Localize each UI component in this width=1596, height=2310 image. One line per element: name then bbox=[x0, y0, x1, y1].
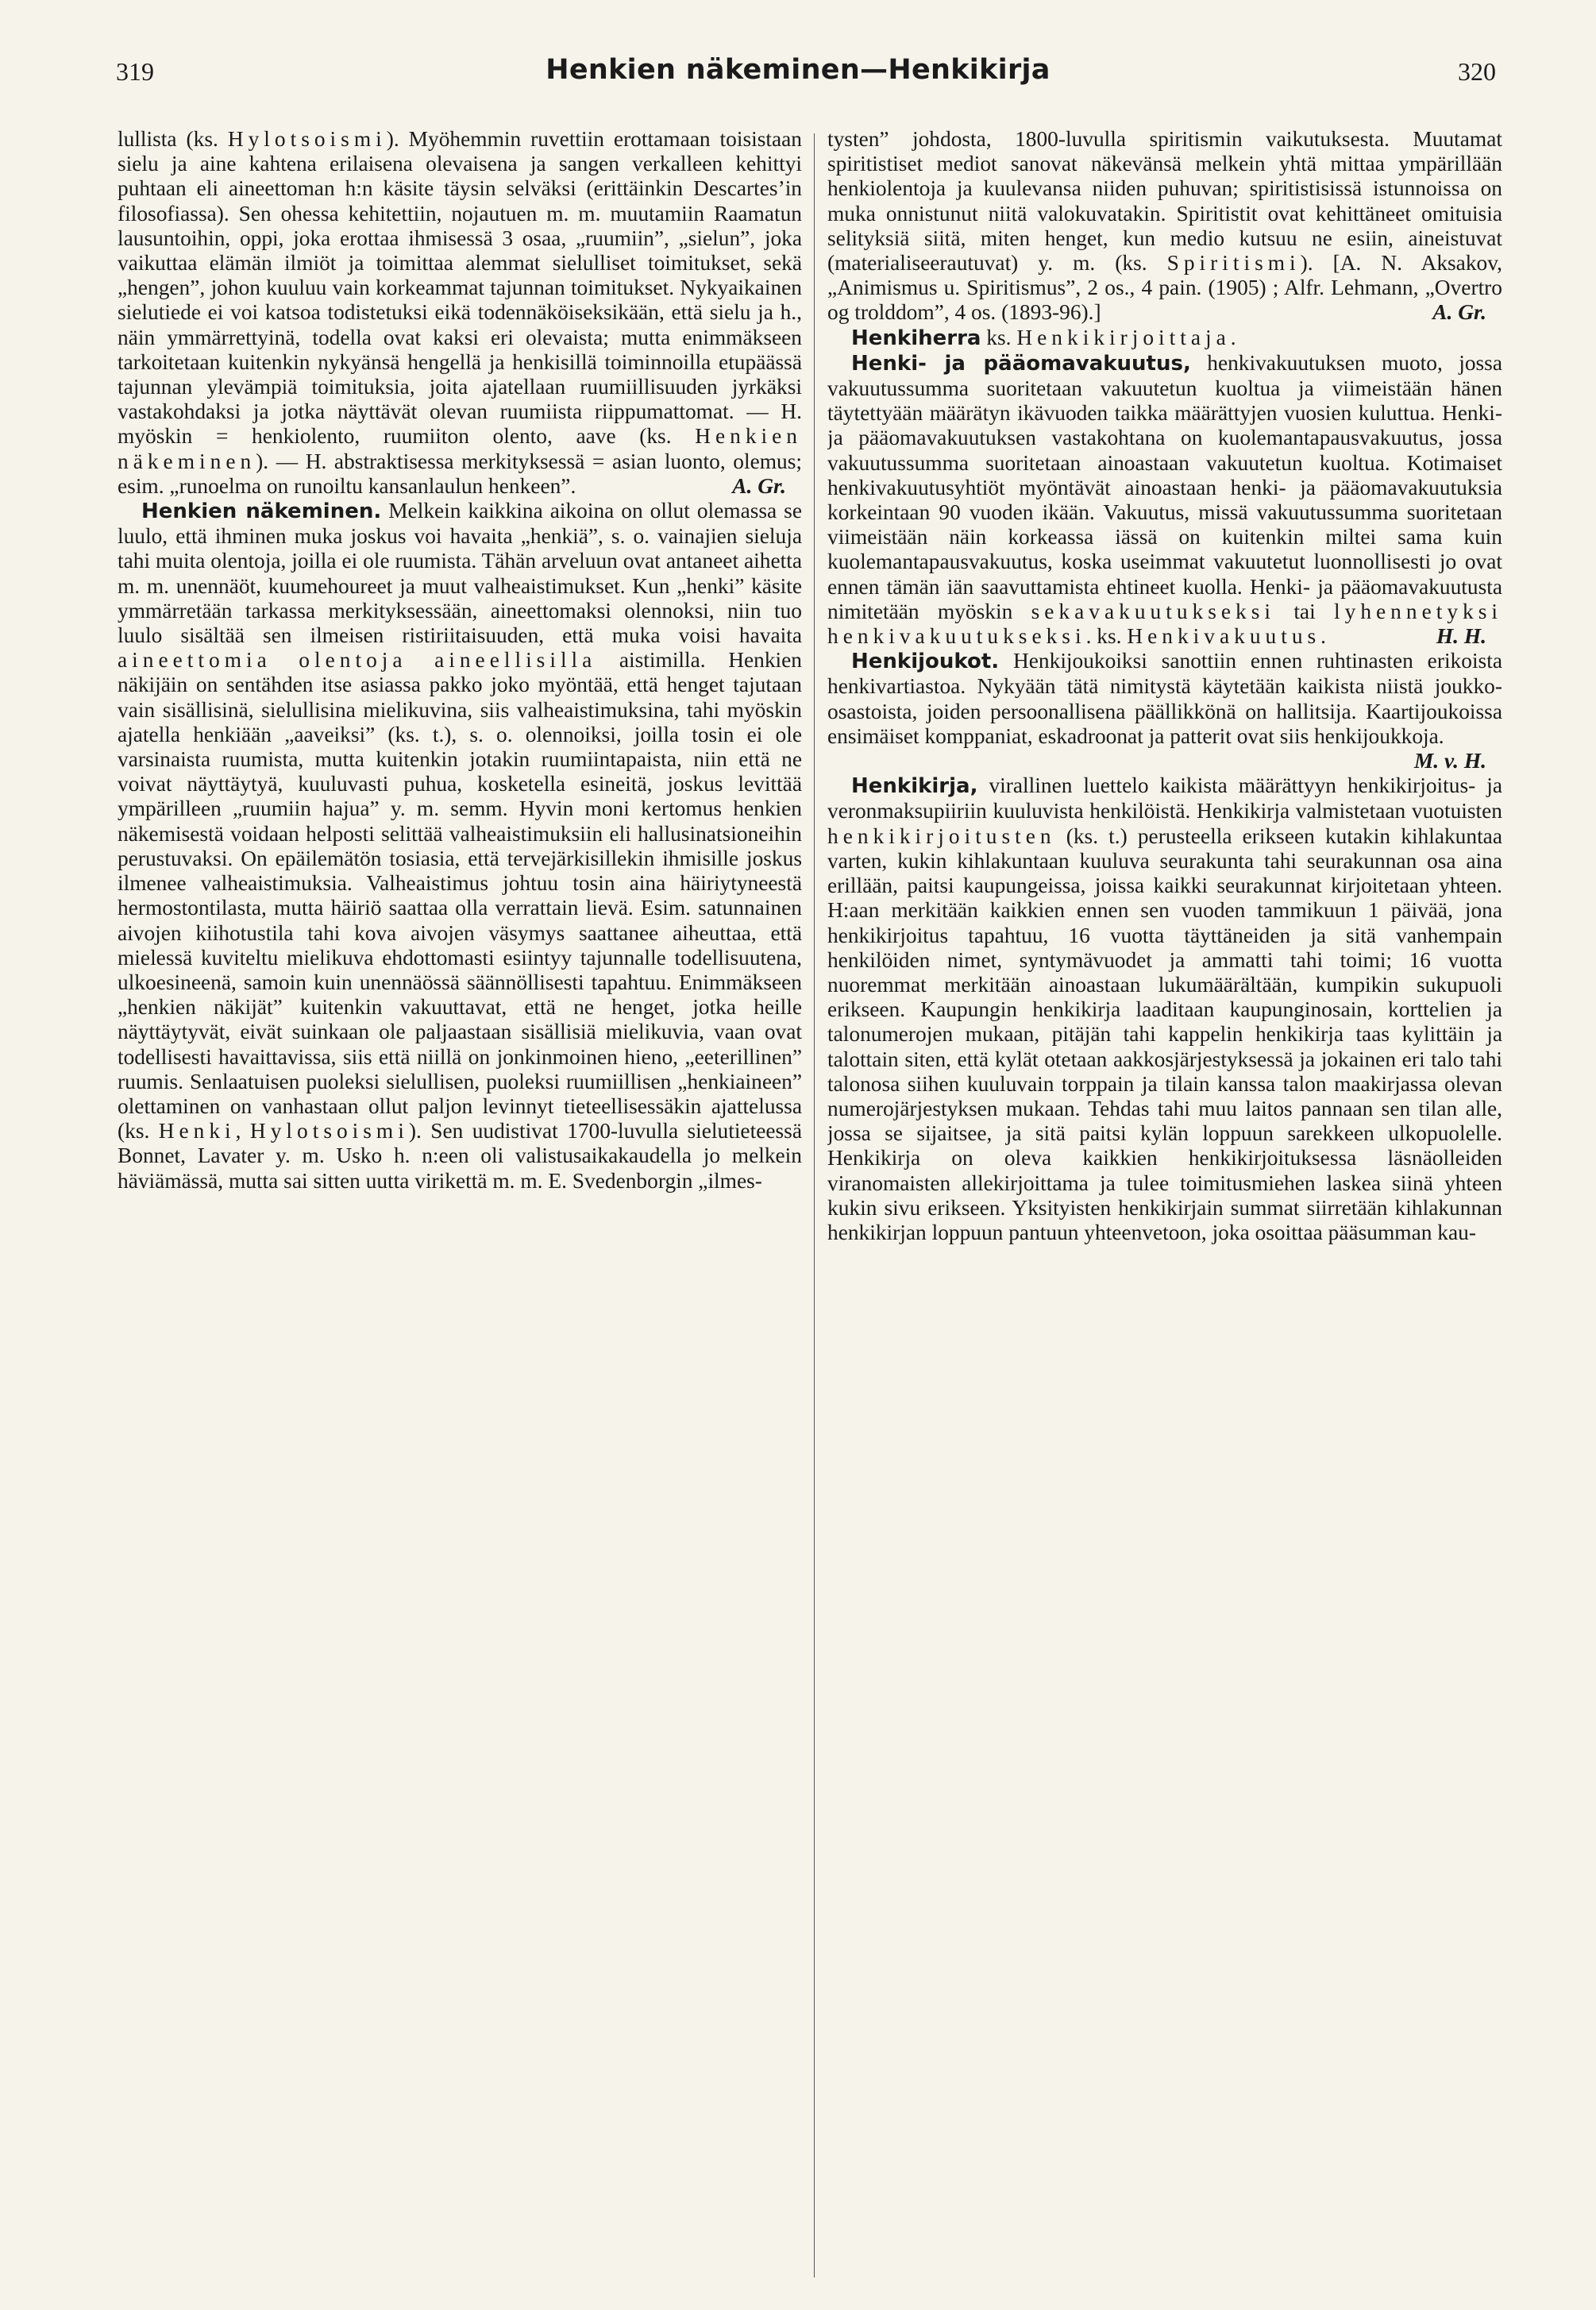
entry-henkijoukot: Henkijoukot. Henkijoukoiksi sanottiin ennen ruhtinasten erikoista henkivartiastoa. Nykyään tätä nimitystä käytetään kaikista niistä joukko-osastoista, joiden persoonallisena päällikkönä on hallitsija. Kaartijoukoissa ensimäiset komppaniat, eskadroonat ja patterit ovat siis henkijoukkoja. M. v. H. bbox=[827, 649, 1502, 773]
cross-reference[interactable]: Henkikirjoittaja bbox=[1016, 325, 1231, 349]
entry-henkiherra: Henkiherra ks. Henkikirjoittaja. bbox=[851, 325, 1236, 350]
headword: Henkikirja, bbox=[851, 774, 978, 799]
page-number-right: 320 bbox=[1458, 57, 1496, 86]
left-column bbox=[118, 127, 802, 2287]
cross-reference[interactable]: lyhennetyksi henkivakuutukseksi bbox=[827, 599, 1502, 649]
entry-henkien-nakeminen-continuation: tysten” johdosta, 1800-luvulla spiritismin vaikutuksesta. Muutamat spiritistiset mediot sanovat näkevänsä melkein yhtä mittaa ympärillään henkiolentoja ja kuulevansa niiden puhuvan; spiritistisissä istunnoissa on muka onnistunut niitä valokuvatakin. Spiritistit ovat kehittäneet omituisia selityksiä siitä, miten henget, kun medio kutsuu ne esiin, aineistuvat (materialiseerautuvat) y. m. (ks. Spiritismi). [A. N. Aksakov, „Animismus u. Spiritismus”, 2 os., 4 pain. (1905) ; Alfr. Lehmann, „Overtro og trolddom”, 4 os. (1893-96).] A. Gr. bbox=[827, 127, 1502, 325]
cross-reference[interactable]: henkikirjoitusten bbox=[827, 823, 1056, 848]
cross-reference[interactable]: sekavakuutukseksi bbox=[1031, 599, 1275, 623]
cross-reference[interactable]: Henkien näkeminen bbox=[118, 424, 802, 473]
cross-reference[interactable]: Hylotsoismi bbox=[249, 1119, 409, 1143]
headword: Henkijoukot. bbox=[851, 650, 1000, 674]
entry-henkikirja: Henkikirja, virallinen luettelo kaikista määrättyyn henkikirjoitus- ja veronmaksupiiriin kuuluvista henkilöistä. Henkikirja valmistetaan vuotuisten henkikirjoitusten (ks. t.) perusteella erikseen kutakin kihlakuntaa varten, kukin kihlakuntaan kuuluva seurakunta tahi seurakunnan osa aina erillään, paitsi kaupungeissa, joissa kaikki seurakunnat kirjoitetaan yhteen. H:aan merkitään kaikkien ennen sen vuoden tammikuun 1 päivää, jona henkikirjoitus tapahtuu, 16 vuotta täyttäneiden ja sitä vanhempain henkilöiden nimet, syntymävuodet ja ammatti tahi toimi; 16 vuotta nuoremmat merkitään ainoastaan lukumäärältään, kumpikin sukupuoli erikseen. Kaupungin henkikirja laaditaan kaupunginosain, korttelien ja talonumerojen mukaan, pitäjän tahi kappelin henkikirja taas kylittäin ja talottain siten, että kylät otetaan aakkosjärjestyksessä ja jokainen eri talo tahi talonosa siihen kuuluvain torppain ja tilain kanssa talon maakirjassa olevan numerojärjestyksen mukaan. Tehdas tahi muu laitos pannaan sen tilan alle, jossa se sijaitsee, ja sitä paitsi kylän loppuun sarekkeen ulkopuolelle. Henkikirja on oleva kaikkien henkikirjoituksessa läsnäolleiden viranomaisten allekirjoittama ja tulee toimitusmiehen laskea siinä yhteen kukin sivu erikseen. Yksityisten henkikirjain summat siirretään kihlakunnan henkikirjan loppuun pantuun yhteenvetoon, joka osoittaa pääsumman kau- bbox=[827, 773, 1502, 1244]
entry-henki-ja-paaomavakuutus: Henki- ja pääomavakuutus, henkivakuutuksen muoto, jossa vakuutussumma suoritetaan vakuutetun kuoltua ja viimeistään hänen täytettyään määrätyn ikävuoden taikka määrättyjen vuosien kuluttua. Henki- ja pääomavakuutuksen vastakohtana on kuolemantapausvakuutus, jossa vakuutussumma suoritetaan ainoastaan vakuutetun kuoltua. Kotimaiset henkivakuutusyhtiöt myöntävät ainoastaan henki- ja pääomavakuutuksia korkeintaan 90 vuoden ikään. Vakuutus, missä vakuutussumma suoritetaan viimeistään näin korkeassa iässä on kuitenkin miltei sama kuin kuolemantapausvakuutus, koska useimmat vakuutetut luonnollisesti jo ovat ennen tämän iän saavuttamista ehtineet kuolla. Henki- ja pääomavakuutusta nimitetään myöskin sekavakuutukseksi tai lyhennetyksi henkivakuutukseksi. ks. Henkivakuutus. H. H. bbox=[827, 350, 1502, 649]
page-number-left: 319 bbox=[116, 57, 154, 86]
author-signature: M. v. H. bbox=[1413, 749, 1486, 773]
cross-reference[interactable]: Hylotsoismi bbox=[227, 127, 387, 151]
headword: Henki- ja pääomavakuutus, bbox=[851, 351, 1191, 376]
column-divider bbox=[814, 133, 815, 2277]
headword: Henkien näkeminen. bbox=[141, 499, 382, 524]
author-signature: A. Gr. bbox=[732, 473, 786, 498]
author-signature: H. H. bbox=[1436, 624, 1486, 649]
entry-henki-continuation: lullista (ks. Hylotsoismi). Myöhemmin ruvettiin erottamaan toisistaan sielu ja aine kahtena erilaisena olevaisena ja sangen verkalleen kehittyi puhtaan eli aineettoman h:n käsite täysin selväksi (erittäinkin Descartes’in filosofiassa). Sen ohessa kehitettiin, nojautuen m. m. muutamiin Raamatun lausuntoihin, oppi, joka erottaa ihmisessä 3 osaa, „ruumiin”, „sielun”, joka vaikuttaa elämän ilmiöt ja toimittaa alemmat sielulliset toimitukset, sekä „hengen”, johon kuuluu vain korkeammat tajunnan toimitukset. Nykyaikainen sielutiede ei voi katsoa todistetuksi eikä todennäköiseksikään, että sielu ja h., näin ymmärrettyinä, todella ovat kaksi eri olevaista; mutta enimmäkseen tarkoitetaan kuitenkin nykyänsä hengellä ja henkisillä toiminnoilla etupäässä tajunnan ylevämpiä toimituksia, joita ajatellaan ruumiillisuuden jyrkäksi vastakohdaksi ja jotka näyttävät olevan ruumiista riippumattomat. — H. myöskin = henkiolento, ruumiiton olento, aave (ks. Henkien näkeminen). — H. abstraktisessa merkityksessä = asian luonto, olemus; esim. „runoelma on runoiltu kansanlaulun henkeen”. A. Gr. bbox=[118, 127, 802, 498]
running-title: Henkien näkeminen—Henkikirja bbox=[545, 54, 1051, 86]
entry-henkien-nakeminen: Henkien näkeminen. Melkein kaikkina aikoina on ollut olemassa se luulo, että ihminen muka joskus voi havaita „henkiä”, s. o. vainajien sieluja tahi muita olentoja, joilla ei ole ruumista. Tähän arveluun ovat antaneet aihetta m. m. unennäöt, kuumehoureet ja muut valheaistimukset. Kun „henki” käsite ymmärretään tarkassa merkityksessään, aineettomaksi olennoksi, niin tuo luulo sisältää sen ilmeisen ristiriitaisuuden, että muka voisi havaita aineettomia olentoja aineellisilla aistimilla. Henkien näkijäin on sentähden itse asiassa pakko joko myöntää, että henget tajutaan vain sisällisinä, sielullisina mielikuvina, siis valheaistimuksina, tahi myöskin ajatella henkiään „aaveiksi” (ks. t.), s. o. olennoiksi, joilla tosin ei ole varsinaista ruumista, mutta kuitenkin jotakin ruumiintapaista, niin että ne voivat näyttäytyä, kuuluvasti puhua, kosketella esineitä, joskus levittää ympärilleen „ruumiin hajua” y. m. semm. Hyvin moni kertomus henkien näkemisestä voidaan helposti selittää valheaistimuksiin eli hallusinatsioneihin perustuvaksi. On epäilemätön tosiasia, että tervejärkisillekin ihmisille joskus ilmenee valheaistimuksia. Valheaistimus johtuu tosin aina häiriytyneestä hermostontilasta, mutta häiriö saattaa olla verrattain lievä. Esim. satunnainen aivojen kiihotustila tahi kova aivojen väsymys saattanee aiheuttaa, että mielessä kuviteltu mielikuva ehdottomasti esiintyy tajunnalle todellisuutena, ulkoesineenä, samoin kuin unennäössä säännöllisesti tapahtuu. Enimmäkseen „henkien näkijät” kuitenkin vakuuttavat, että ne henget, jotka heille näyttäytyvät, eivät suinkaan ole paljaastaan sisällisiä mielikuvia, vaan ovat todellisesti havaittavissa, siis että niillä on jonkinmoinen hieno, „eeterillinen” ruumis. Senlaatuisen puoleksi sielullisen, puoleksi ruumiillisen „henkiaineen” olettaminen on vanhastaan ollut paljon levinnyt tieteellisessäkin ajattelussa (ks. Henki, Hylotsoismi). Sen uudistivat 1700-luvulla sielutieteessä Bonnet, Lavater y. m. Usko h. n:een oli valistusaikakaudella jo melkein häviämässä, mutta sai sitten uutta virikettä m. m. E. Svedenborgin „ilmes- bbox=[118, 499, 802, 1193]
cross-reference[interactable]: Spiritismi bbox=[1166, 251, 1301, 276]
cross-reference[interactable]: Henki bbox=[158, 1119, 236, 1143]
right-column bbox=[827, 127, 1502, 2287]
author-signature: A. Gr. bbox=[1432, 300, 1486, 325]
cross-reference[interactable]: Henkivakuutus bbox=[1127, 624, 1321, 649]
headword: Henkiherra bbox=[851, 326, 981, 350]
page-header bbox=[0, 54, 1596, 105]
emphasis-spaced: aineettomia olentoja aineellisilla bbox=[118, 648, 597, 673]
